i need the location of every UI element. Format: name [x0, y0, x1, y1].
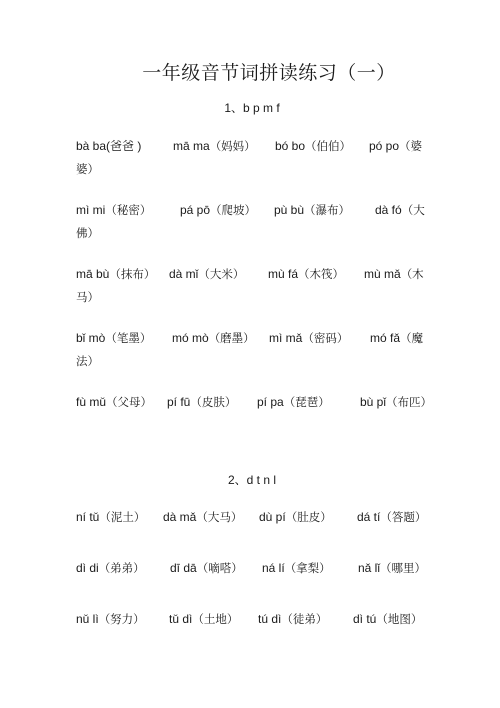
pinyin: mā ma	[173, 139, 210, 153]
word-item	[259, 505, 332, 529]
pinyin: fù mǔ	[76, 395, 107, 409]
hanzi: （皮肤）	[190, 395, 237, 409]
pinyin: mì mi	[76, 203, 106, 217]
hanzi: （肚皮）	[285, 510, 332, 524]
pinyin: dì di	[76, 561, 99, 575]
hanzi: （魔	[400, 331, 424, 345]
hanzi: （布匹）	[386, 395, 433, 409]
word-item	[76, 134, 141, 158]
word-item	[76, 326, 151, 350]
pinyin: tǔ dì	[169, 612, 193, 626]
pinyin: mù fá	[268, 267, 299, 281]
pinyin: mì mǎ	[269, 331, 303, 345]
hanzi: （徒弟）	[281, 612, 328, 626]
wrapped-hanzi: 佛）	[76, 226, 99, 240]
pinyin: pó po	[369, 139, 400, 153]
wrapped-hanzi: 婆）	[76, 162, 99, 176]
hanzi: （土地）	[192, 612, 239, 626]
pinyin: tú dì	[258, 612, 282, 626]
hanzi: （大马）	[196, 510, 243, 524]
pinyin: mó mò	[172, 331, 209, 345]
page-title: 一年级音节词拼读练习（一）	[142, 62, 396, 84]
hanzi: （爬坡）	[210, 203, 257, 217]
hanzi: （弟弟）	[98, 561, 145, 575]
word-item	[172, 326, 255, 350]
word-item	[76, 505, 145, 529]
pinyin: dá tí	[357, 510, 381, 524]
word-item	[370, 326, 423, 350]
hanzi: （秘密）	[105, 203, 152, 217]
pinyin: bù pǐ	[360, 395, 387, 409]
hanzi: （嘀嗒）	[196, 561, 243, 575]
word-item	[358, 556, 426, 580]
pinyin: mù mǎ	[364, 267, 401, 281]
word-item	[163, 505, 242, 529]
word-item	[257, 390, 330, 414]
word-item	[269, 326, 348, 350]
wrapped-hanzi: 马）	[76, 290, 99, 304]
hanzi: （笔墨）	[105, 331, 152, 345]
hanzi: （婆	[399, 139, 423, 153]
word-item	[76, 556, 145, 580]
pinyin: dì tú	[353, 612, 377, 626]
hanzi: （努力）	[98, 612, 145, 626]
pinyin: ní tǔ	[76, 510, 100, 524]
hanzi: （哪里）	[380, 561, 427, 575]
word-item	[76, 198, 151, 222]
hanzi: （地图）	[376, 612, 423, 626]
word-item	[369, 134, 422, 158]
hanzi: (爸爸 )	[106, 139, 142, 153]
pinyin: bó bo	[275, 139, 306, 153]
hanzi: （抹布）	[109, 267, 156, 281]
pinyin: bà ba	[76, 139, 107, 153]
word-item	[76, 262, 155, 286]
word-item	[268, 262, 344, 286]
pinyin: pí pa	[257, 395, 284, 409]
pinyin: mó fǎ	[370, 331, 401, 345]
hanzi: （磨墨）	[208, 331, 255, 345]
section-heading-bpmf: 1、b p m f	[224, 101, 280, 115]
word-item	[76, 607, 145, 631]
pinyin: mā bù	[76, 267, 110, 281]
word-item	[167, 390, 236, 414]
pinyin: dī dā	[170, 561, 197, 575]
pinyin: pá pō	[180, 203, 211, 217]
word-item	[76, 390, 152, 414]
word-item	[258, 607, 327, 631]
hanzi: （大	[401, 203, 425, 217]
hanzi: （泥土）	[99, 510, 146, 524]
word-item	[180, 198, 256, 222]
word-item	[169, 262, 244, 286]
hanzi: （瀑布）	[304, 203, 351, 217]
hanzi: （伯伯）	[305, 139, 352, 153]
word-item	[170, 556, 243, 580]
section-heading-dtnl: 2、d t n l	[227, 473, 277, 487]
pinyin: bǐ mò	[76, 331, 106, 345]
pinyin: dà mǎ	[163, 510, 197, 524]
word-item	[364, 262, 424, 286]
hanzi: （木	[400, 267, 424, 281]
word-item	[360, 390, 432, 414]
hanzi: （答题）	[380, 510, 427, 524]
pinyin: dà mǐ	[169, 267, 199, 281]
pinyin: pí fū	[167, 395, 191, 409]
hanzi: （父母）	[106, 395, 153, 409]
hanzi: （大米）	[198, 267, 245, 281]
word-item	[375, 198, 425, 222]
word-item	[262, 556, 331, 580]
word-item	[353, 607, 422, 631]
word-item	[169, 607, 238, 631]
pinyin: nǔ lì	[76, 612, 99, 626]
pinyin: dà fó	[375, 203, 402, 217]
word-item	[275, 134, 351, 158]
word-item	[357, 505, 426, 529]
hanzi: （拿梨）	[284, 561, 331, 575]
wrapped-hanzi: 法）	[76, 354, 99, 368]
pinyin: nǎ lǐ	[358, 561, 381, 575]
hanzi: （琵琶）	[283, 395, 330, 409]
pinyin: pù bù	[274, 203, 305, 217]
hanzi: （密码）	[302, 331, 349, 345]
word-item	[173, 134, 256, 158]
pinyin: dù pí	[259, 510, 286, 524]
hanzi: （妈妈）	[209, 139, 256, 153]
pinyin: ná lí	[262, 561, 285, 575]
word-item	[274, 198, 350, 222]
hanzi: （木筏）	[298, 267, 345, 281]
